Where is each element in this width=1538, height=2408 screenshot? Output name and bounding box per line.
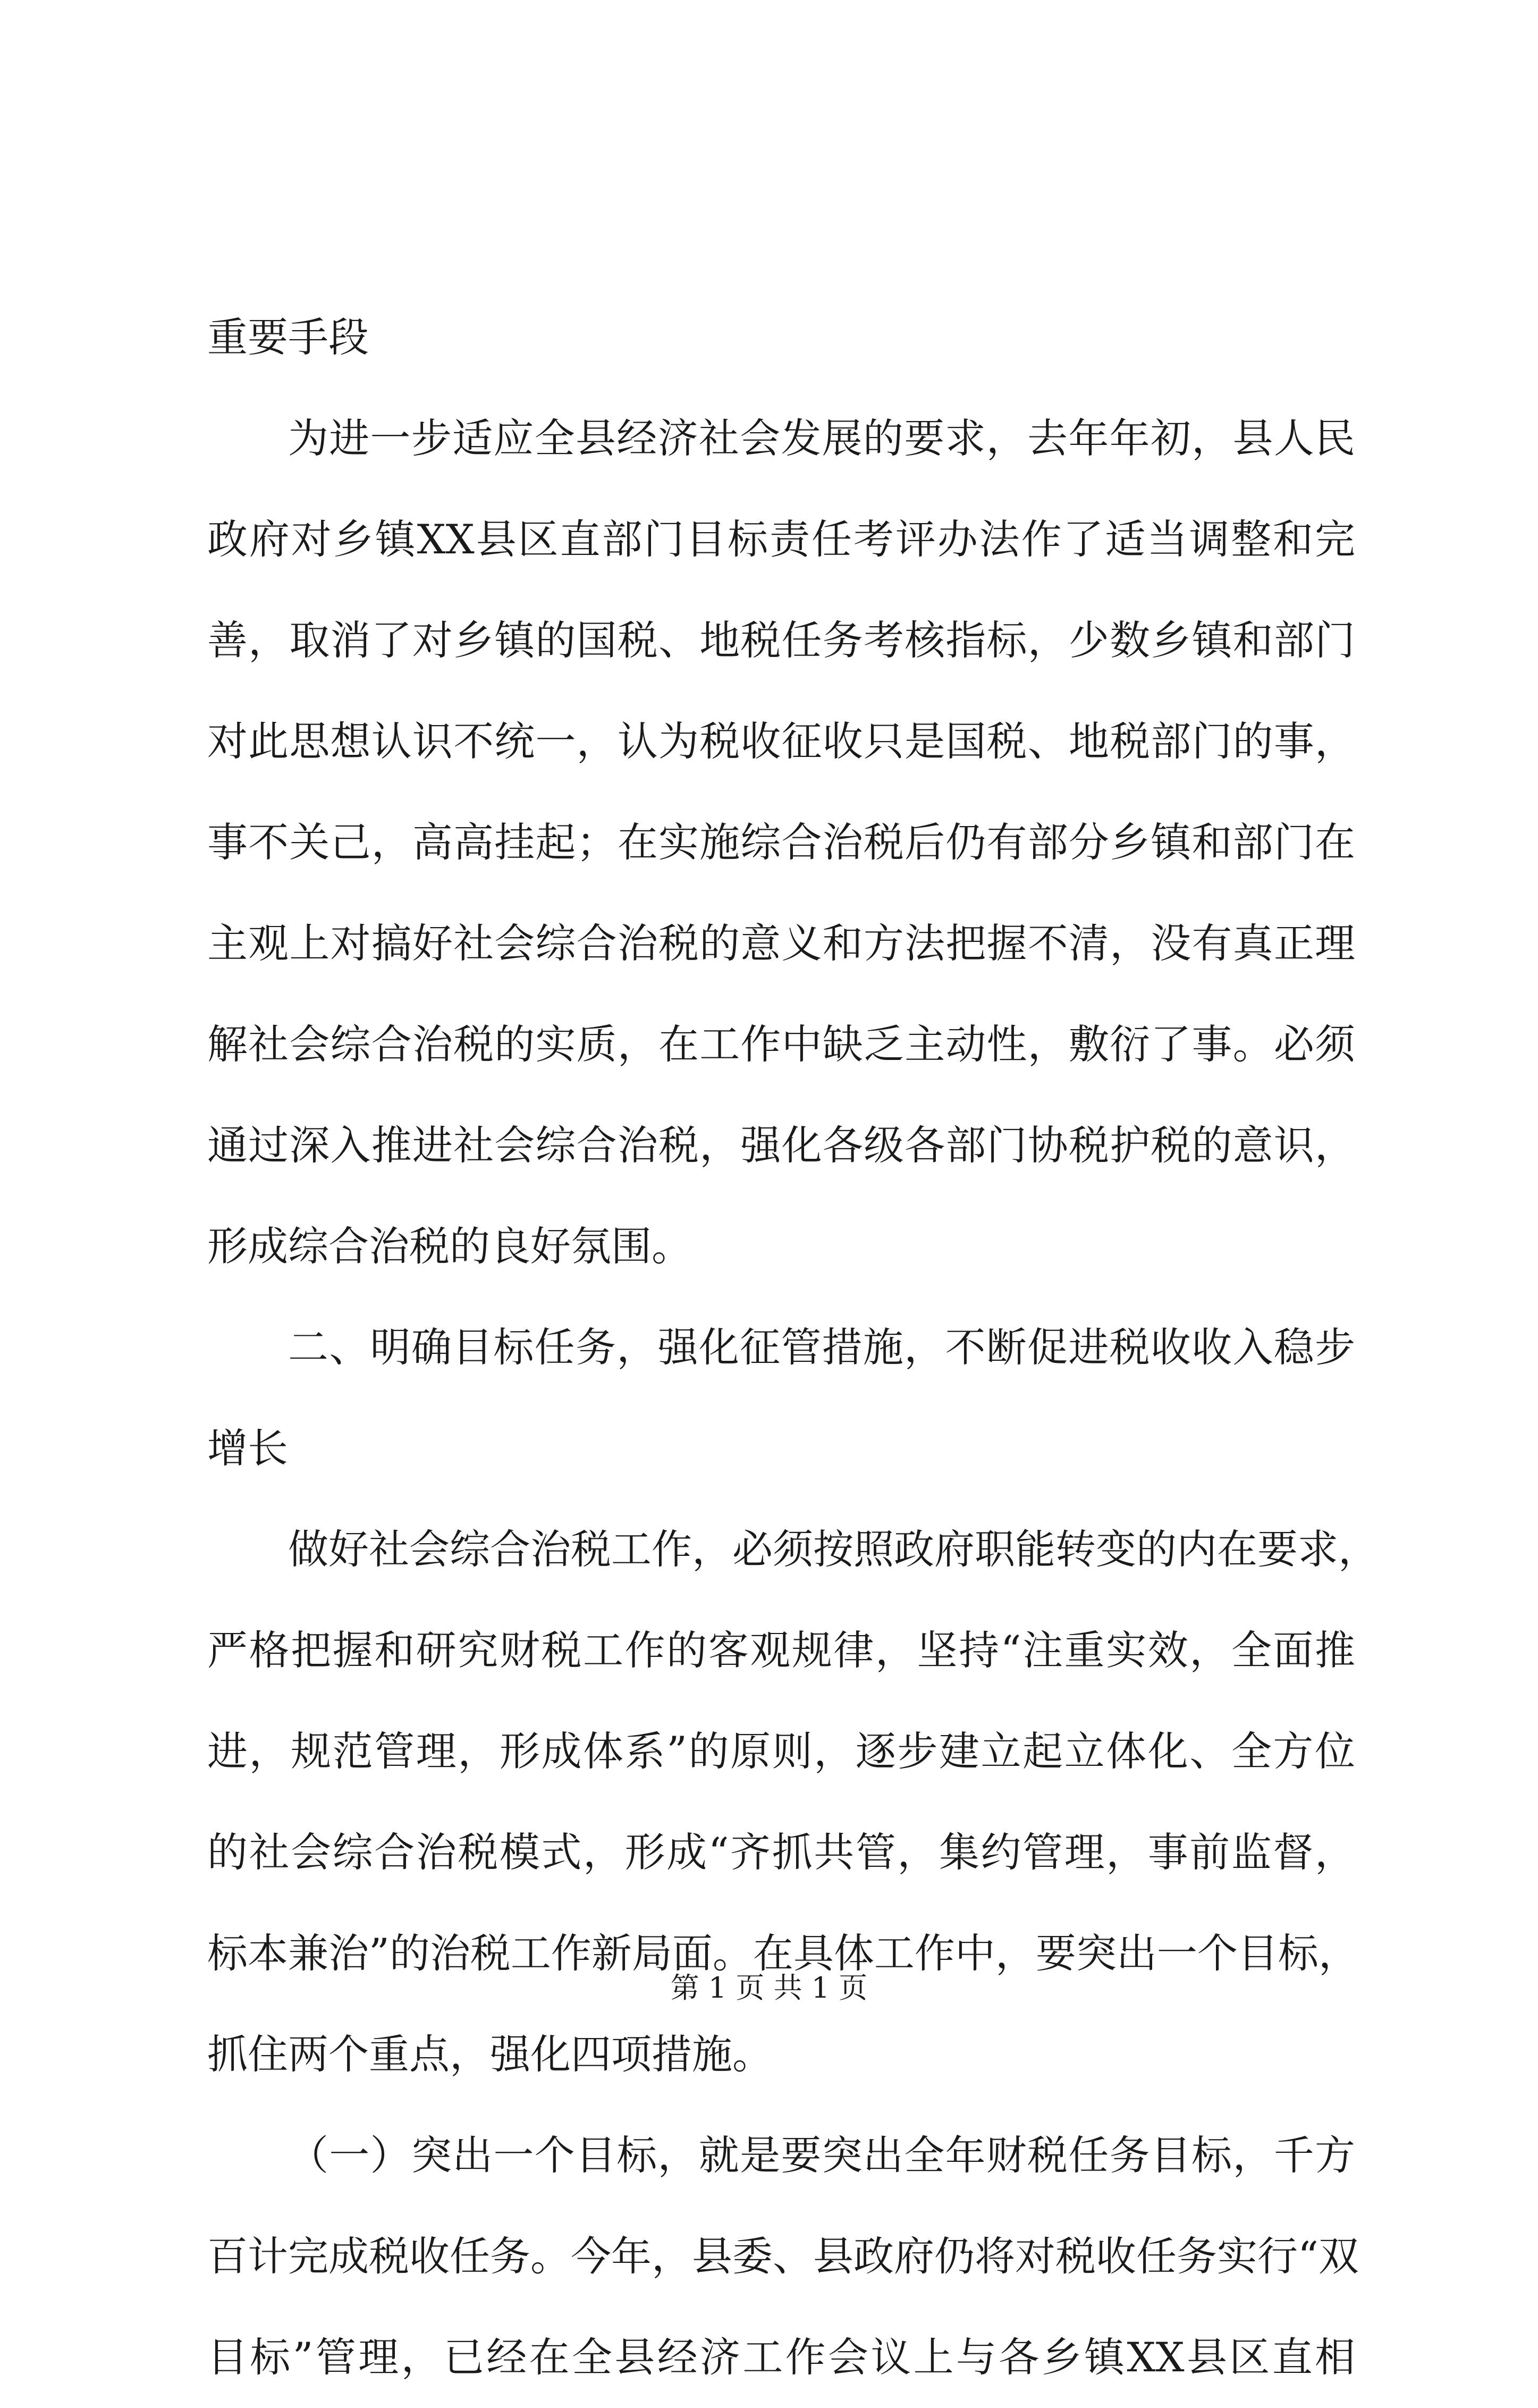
text-line: 政府对乡镇XX县区直部门目标责任考评办法作了适当调整和完	[207, 516, 1355, 563]
text-line: 增长	[207, 1425, 288, 1472]
text-line: 百计完成税收任务。今年，县委、县政府仍将对税收任务实行“双	[207, 2233, 1359, 2280]
document-body	[207, 287, 1379, 2408]
text-line: 严格把握和研究财税工作的客观规律，坚持“注重实效，全面推	[207, 1627, 1355, 1674]
page-footer: 第 1 页 共 1 页	[670, 1971, 868, 2005]
text-line: 事不关己，高高挂起；在实施综合治税后仍有部分乡镇和部门在	[207, 819, 1355, 866]
text-line: 通过深入推进社会综合治税，强化各级各部门协税护税的意识，	[207, 1122, 1355, 1169]
text-line: 形成综合治税的良好氛围。	[207, 1223, 692, 1270]
text-line: 二、明确目标任务，强化征管措施，不断促进税收收入稳步	[288, 1324, 1355, 1371]
text-line: 善，取消了对乡镇的国税、地税任务考核指标，少数乡镇和部门	[207, 617, 1355, 664]
text-line: 重要手段	[207, 314, 369, 361]
text-line: 的社会综合治税模式，形成“齐抓共管，集约管理，事前监督，	[207, 1829, 1355, 1876]
text-line: 主观上对搞好社会综合治税的意义和方法把握不清，没有真正理	[207, 920, 1355, 967]
text-line: 为进一步适应全县经济社会发展的要求，去年年初，县人民	[288, 415, 1355, 462]
text-line: 进，规范管理，形成体系”的原则，逐步建立起立体化、全方位	[207, 1728, 1355, 1775]
text-line: 抓住两个重点，强化四项措施。	[207, 2031, 773, 2078]
text-line: 做好社会综合治税工作，必须按照政府职能转变的内在要求，	[288, 1526, 1379, 1573]
text-line: 目标”管理，已经在全县经济工作会议上与各乡镇XX县区直相	[207, 2334, 1355, 2381]
text-line: 对此思想认识不统一，认为税收征收只是国税、地税部门的事，	[207, 718, 1355, 765]
text-line: 标本兼治”的治税工作新局面。在具体工作中，要突出一个目标，	[207, 1930, 1359, 1977]
text-line: （一）突出一个目标，就是要突出全年财税任务目标，千方	[288, 2132, 1355, 2179]
text-line: 解社会综合治税的实质，在工作中缺乏主动性，敷衍了事。必须	[207, 1021, 1355, 1068]
